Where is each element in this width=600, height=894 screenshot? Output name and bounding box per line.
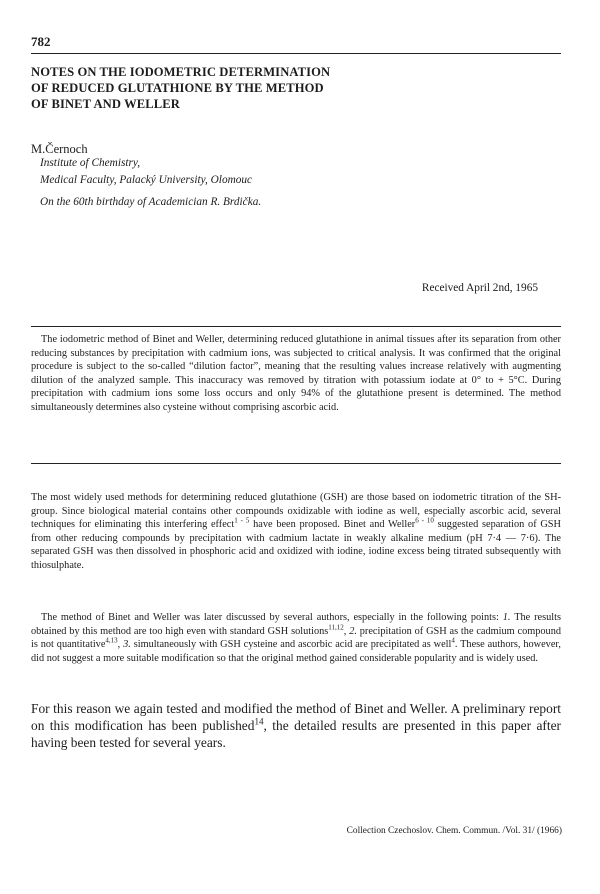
text-run: For this reason we again tested and modified the method of Binet and Weller. A preliminary report on this modification has been published [31,701,561,733]
text-run: precipitation of GSH as the cadmium compound is not quantitative [31,625,561,651]
body-paragraph-3 [31,700,561,751]
abstract-top-rule [31,326,561,327]
text-run: simultaneously with GSH cysteine and ascorbic acid are precipitated as well [130,639,452,651]
affiliation-line: Medical Faculty, Palacký University, Olomouc [40,174,253,186]
list-number: 1. [502,612,511,623]
text-run: suggested separation of GSH from other reducing compounds by precipitation with cadmium lactate in weakly alkaline medium (pH 7·4 — 7·6). The separated GSH was then dissolved in phosphoric acid and oxidized with iodine, iodine excess being titrated subsequently with thiosulphate. [31,519,561,571]
text-run: , [117,639,124,651]
header-rule [31,53,561,54]
body-paragraph-1 [31,491,561,573]
reference-superscript: 1 - 5 [234,516,250,525]
list-number: 2. [349,625,357,637]
text-run: . These authors, however, did not suggest a more suitable modification so that the original method gained considerable popularity and is widely used. [31,639,561,664]
text-run: The most widely used methods for determining reduced glutathione (GSH) are those based on iodometric titration of the SH-group. Since biological material contains other compounds oxidizable with iodine as well, especially ascorbic acid, several techniques for eliminating this interfering effect [31,492,561,531]
body-paragraph-2 [31,611,561,665]
text-run: have been proposed. Binet and Weller [249,519,416,531]
text-run: The method of Binet and Weller was later discussed by several authors, especially in the following points: [41,612,503,623]
received-date: Received April 2nd, 1965 [421,282,538,294]
text-run: , [343,625,350,637]
reference-superscript: 4 [451,636,455,645]
reference-superscript: 6 - 10 [415,516,434,525]
article-title [31,64,451,112]
author-name: M.Černoch [31,142,88,156]
journal-citation-footer: Collection Czechoslov. Chem. Commun. /Vol. 31/ (1966) [346,826,562,836]
title-line: OF BINET AND WELLER [31,97,180,111]
text-run: , the detailed results are presented in this paper after having been tested for several years. [31,718,561,750]
abstract-bottom-rule [31,463,561,464]
page-number: 782 [31,34,51,49]
abstract: The iodometric method of Binet and Weller, determining reduced glutathione in animal tissues after its separation from other reducing substances by precipitation with cadmium ions, was subjected to critical analysis. It was confirmed that the original procedure is subject to the so-called “dilution factor”, meaning that the resulting values increase relatively with augmenting dilution of the analyzed sample. This inaccuracy was removed by titration with potassium iodate at 0° to + 5°C. During precipitation with cadmium ions some loss occurs and only 94% of the glutathione present is determined. The method simultaneously determines also cysteine without comprising ascorbic acid. [31,334,561,413]
reference-superscript: 4,13 [105,636,118,645]
reference-superscript: 14 [254,716,264,727]
text-run: The results obtained by this method are too high even with standard GSH solutions [31,612,561,637]
title-line: NOTES ON THE IODOMETRIC DETERMINATION [31,65,331,79]
affiliation-line: Institute of Chemistry, [40,157,141,169]
list-number: 3. [123,639,131,651]
reference-superscript: 11,12 [328,623,344,632]
dedication: On the 60th birthday of Academician R. Brdička. [40,196,262,208]
title-line: OF REDUCED GLUTATHIONE BY THE METHOD [31,81,324,95]
